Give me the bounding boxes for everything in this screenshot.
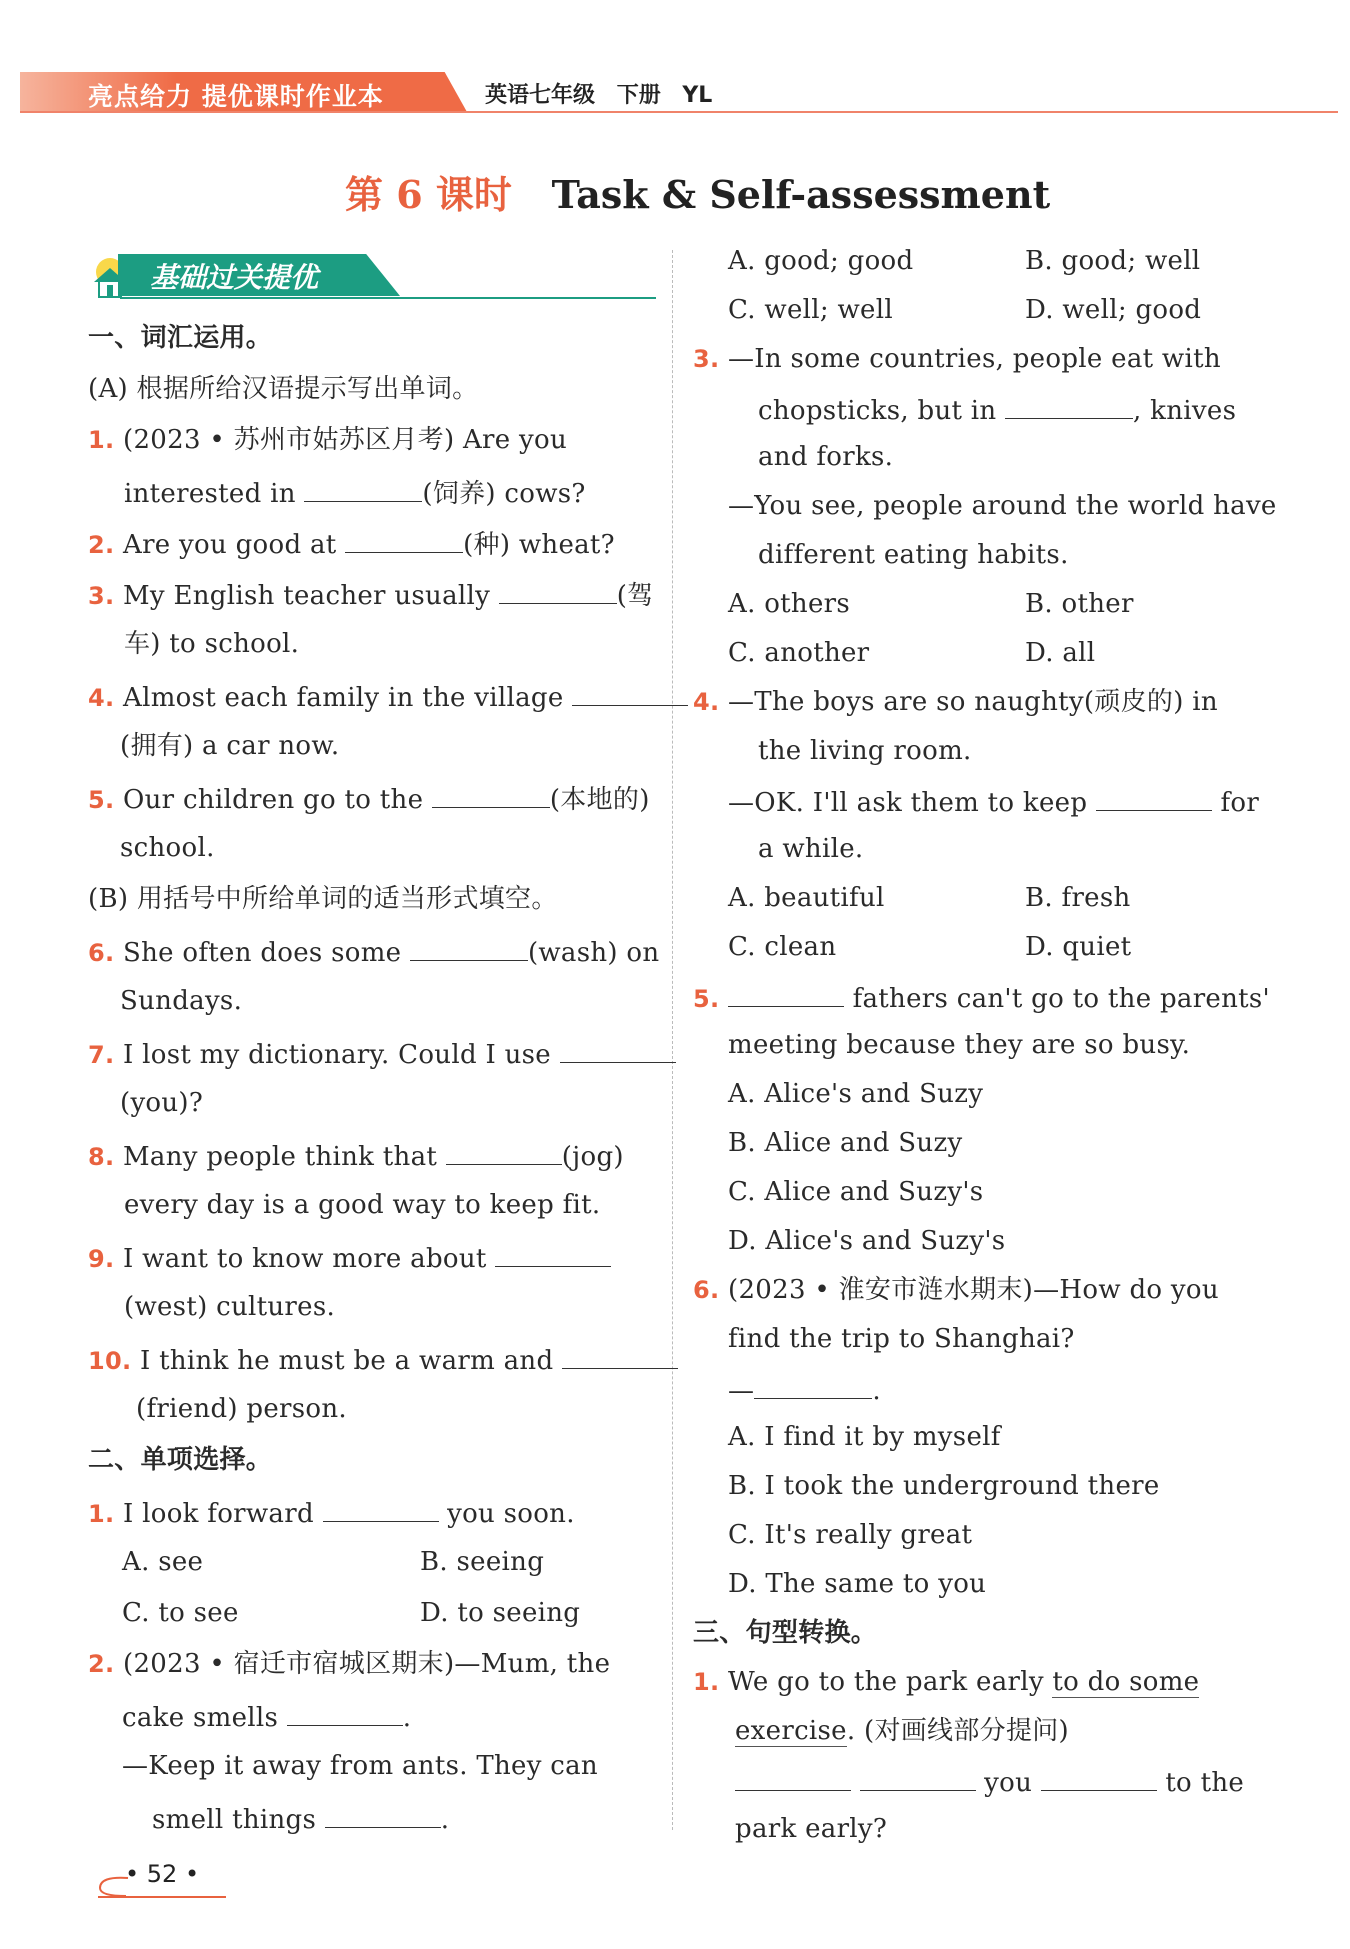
choice-q2-option-b: B. good; well [1025,246,1201,276]
answer-blank[interactable] [560,1036,676,1063]
answer-blank[interactable] [446,1138,562,1165]
choice-q5-line2: meeting because they are so busy. [728,1030,1191,1060]
vocab-q9: 9. I want to know more about [88,1240,611,1275]
choice-q1-option-c: C. to see [122,1598,239,1628]
choice-q5: 5. fathers can't go to the parents' [693,980,1270,1015]
choice-q2-line4: smell things . [152,1801,449,1836]
vocab-q5-line2: school. [120,833,215,863]
choice-q1-option-d: D. to seeing [420,1598,581,1628]
choice-q3-line2: chopsticks, but in , knives [758,392,1236,427]
answer-blank[interactable] [287,1699,403,1726]
vocab-q1-line2: interested in (饲养) cows? [124,475,586,510]
part2-heading: 二、单项选择。 [88,1445,273,1475]
vocab-q9-line2: (west) cultures. [124,1292,336,1322]
choice-q2-option-d: D. well; good [1025,295,1202,325]
choice-q4-option-b: B. fresh [1025,883,1131,913]
answer-blank[interactable] [432,781,550,808]
choice-q6: 6. (2023 • 淮安市涟水期末)—How do you [693,1275,1219,1305]
choice-q1: 1. I look forward you soon. [88,1495,575,1530]
answer-blank[interactable] [1041,1764,1157,1791]
vocab-q3: 3. My English teacher usually (驾 [88,577,653,612]
book-info [485,78,712,109]
edition: YL [682,83,713,108]
choice-q6-line2: find the trip to Shanghai? [728,1324,1075,1354]
answer-blank[interactable] [860,1764,976,1791]
choice-q3-option-c: C. another [728,638,870,668]
underlined-phrase: to do some [1052,1667,1200,1697]
vocab-q5: 5. Our children go to the (本地的) [88,781,650,816]
lesson-number: 第 6 课时 [345,172,512,217]
choice-q3-line3: and forks. [758,442,894,472]
vocab-q4: 4. Almost each family in the village [88,679,688,714]
choice-q4-option-c: C. clean [728,932,837,962]
footer-underline [98,1896,226,1898]
answer-blank[interactable] [562,1342,678,1369]
answer-blank[interactable] [1005,392,1133,419]
answer-blank[interactable] [572,679,688,706]
vocab-q3-line2: 车) to school. [124,629,300,659]
choice-q4-line4: a while. [758,834,864,864]
vocab-q6-line2: Sundays. [120,986,243,1016]
choice-q6-option-c: C. It's really great [728,1520,973,1550]
choice-q3-line4: —You see, people around the world have [728,491,1277,521]
choice-q3-option-d: D. all [1025,638,1096,668]
choice-q4-line3: —OK. I'll ask them to keep for [728,784,1259,819]
choice-q5-option-d: D. Alice's and Suzy's [728,1226,1006,1256]
choice-q2: 2. (2023 • 宿迁市宿城区期末)—Mum, the [88,1649,611,1679]
lesson-topic: Task & Self-assessment [551,172,1051,217]
part1b-heading: (B) 用括号中所给单词的适当形式填空。 [88,884,558,914]
vocab-q4-line2: (拥有) a car now. [120,731,340,761]
transform-q1-line3: you to the [735,1764,1244,1799]
vocab-q8: 8. Many people think that (jog) [88,1138,624,1173]
choice-q5-option-a: A. Alice's and Suzy [728,1079,984,1109]
subject: 英语七年级 [485,83,596,108]
choice-q6-option-b: B. I took the underground there [728,1471,1160,1501]
answer-blank[interactable] [495,1240,611,1267]
choice-q2-option-a: A. good; good [728,246,914,276]
answer-blank[interactable] [728,980,844,1007]
transform-q1-line4: park early? [735,1814,888,1844]
answer-blank[interactable] [1096,784,1212,811]
choice-q2-line3: —Keep it away from ants. They can [122,1751,598,1781]
section-banner-label: 基础过关提优 [150,261,319,294]
answer-blank[interactable] [754,1372,872,1399]
answer-blank[interactable] [735,1764,851,1791]
choice-q5-option-c: C. Alice and Suzy's [728,1177,984,1207]
choice-q1-option-b: B. seeing [420,1547,545,1577]
answer-blank[interactable] [499,577,617,604]
part1-heading: 一、词汇运用。 [88,323,273,353]
vocab-q2: 2. Are you good at (种) wheat? [88,526,615,561]
transform-q1-line2: exercise. (对画线部分提问) [735,1716,1069,1746]
choice-q3: 3. —In some countries, people eat with [693,344,1221,374]
choice-q6-option-a: A. I find it by myself [728,1422,1001,1452]
choice-q3-line5: different eating habits. [758,540,1069,570]
section-underline [120,297,656,299]
answer-blank[interactable] [304,475,422,502]
answer-blank[interactable] [345,526,463,553]
vocab-q10-line2: (friend) person. [136,1394,347,1424]
part1a-heading: (A) 根据所给汉语提示写出单词。 [88,374,479,404]
series-title: 亮点给力 提优课时作业本 [88,82,384,111]
choice-q6-option-d: D. The same to you [728,1569,987,1599]
page-number: • 52 • [125,1860,200,1888]
answer-blank[interactable] [410,934,528,961]
vocab-q1: 1. (2023 • 苏州市姑苏区月考) Are you [88,425,568,455]
choice-q3-option-b: B. other [1025,589,1134,619]
choice-q3-option-a: A. others [728,589,851,619]
vocab-q7: 7. I lost my dictionary. Could I use [88,1036,676,1071]
choice-q2-line2: cake smells . [122,1699,411,1734]
choice-q4-line2: the living room. [758,736,972,766]
vocab-q6: 6. She often does some (wash) on [88,934,659,969]
choice-q4-option-d: D. quiet [1025,932,1132,962]
choice-q4: 4. —The boys are so naughty(顽皮的) in [693,687,1218,717]
transform-q1: 1. We go to the park early to do some [693,1667,1200,1697]
choice-q6-line3: — . [728,1372,881,1407]
page-title [345,164,1050,219]
choice-q1-option-a: A. see [122,1547,204,1577]
choice-q2-option-c: C. well; well [728,295,893,325]
choice-q5-option-b: B. Alice and Suzy [728,1128,963,1158]
answer-blank[interactable] [323,1495,439,1522]
underlined-phrase: exercise [735,1716,847,1746]
part3-heading: 三、句型转换。 [693,1618,878,1648]
vocab-q7-line2: (you)? [120,1088,204,1118]
volume: 下册 [616,83,661,108]
choice-q4-option-a: A. beautiful [728,883,885,913]
answer-blank[interactable] [325,1801,441,1828]
vocab-q8-line2: every day is a good way to keep fit. [124,1190,601,1220]
vocab-q10: 10. I think he must be a warm and [88,1342,678,1377]
